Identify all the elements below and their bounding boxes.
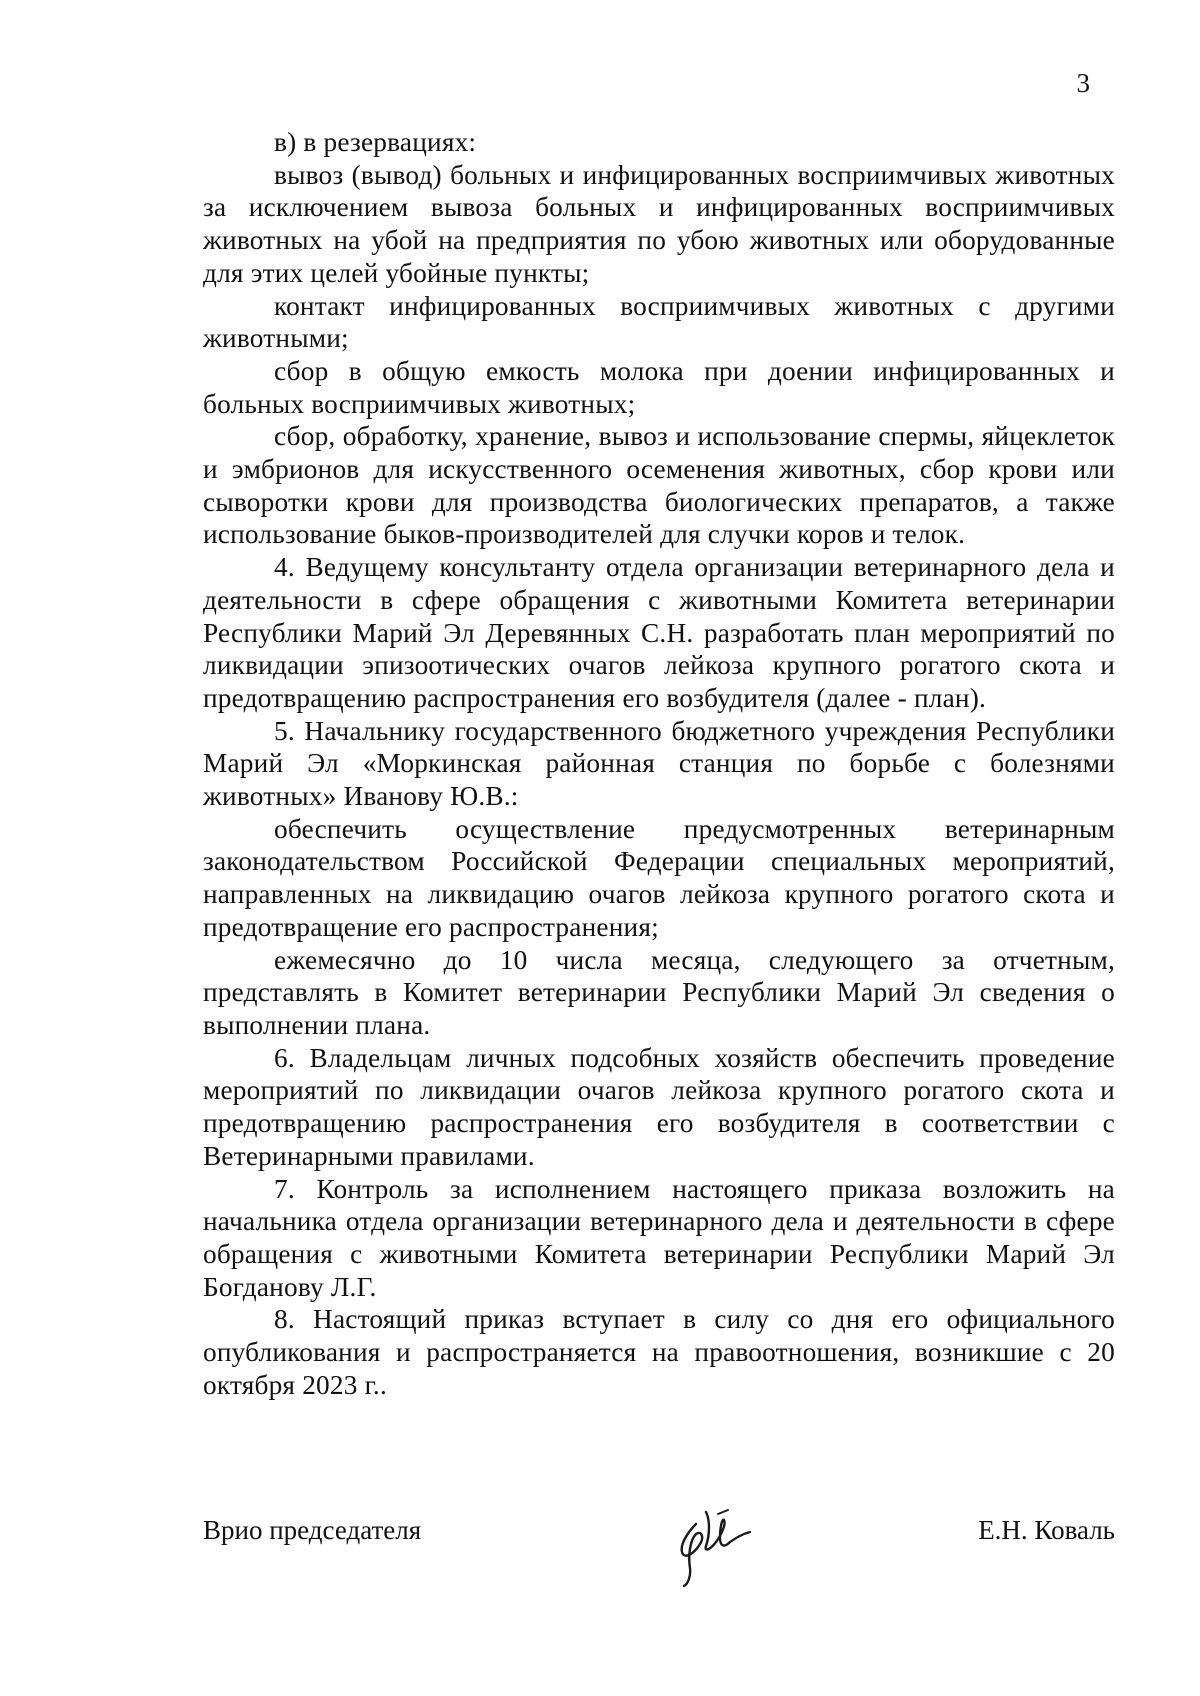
paragraph-removal-of-animals: вывоз (вывод) больных и инфицированных восприимчивых животных за исключением вывоза больных и инфицированных восприимчивых животных на убой на предприятия по убою животных или оборудованные для этих целей убойные пункты;: [203, 159, 1115, 288]
paragraph-semen-collection: сбор, обработку, хранение, вывоз и использование спермы, яйцеклеток и эмбрионов для искусственного осеменения животных, сбор крови или сыворотки крови для производства биологических препаратов, а также использование быков-производителей для случки коров и телок.: [203, 421, 1115, 550]
paragraph-reservations-heading: в) в резервациях:: [274, 127, 477, 157]
paragraph-milk-collection: сбор в общую емкость молока при доении инфицированных и больных восприимчивых животных;: [203, 355, 1115, 419]
page-number: 3: [1076, 68, 1090, 98]
paragraph-item-7: 7. Контроль за исполнением настоящего приказа возложить на начальника отдела организации ветеринарного дела и деятельности в сфере обращения с животными Комитета ветеринарии Республики Марий Эл Богданову Л.Г.: [203, 1173, 1115, 1302]
paragraph-item-5-measures: обеспечить осуществление предусмотренных ветеринарным законодательством Российской Федерации специальных мероприятий, направленных на ликвидацию очагов лейкоза крупного рогатого скота и предотвращение его распространения;: [203, 813, 1115, 942]
paragraph-item-8: 8. Настоящий приказ вступает в силу со дня его официального опубликования и распространяется на правоотношения, возникшие с 20 октября 2023 г..: [203, 1304, 1115, 1400]
paragraph-item-6: 6. Владельцам личных подсобных хозяйств обеспечить проведение мероприятий по ликвидации очагов лейкоза крупного рогатого скота и предотвращению распространения его возбудителя в соответствии с Ветеринарными правилами.: [203, 1042, 1115, 1171]
paragraph-item-4: 4. Ведущему консультанту отдела организации ветеринарного дела и деятельности в сфере обращения с животными Комитета ветеринарии Республики Марий Эл Деревянных С.Н. разработать план мероприятий по ликвидации эпизоотических очагов лейкоза крупного рогатого скота и предотвращению распространения его возбудителя (далее - план).: [203, 552, 1115, 713]
signature-block: [203, 1508, 1115, 1568]
paragraph-contact-of-animals: контакт инфицированных восприимчивых животных с другими животными;: [203, 290, 1115, 354]
paragraph-item-5-reporting: ежемесячно до 10 числа месяца, следующего за отчетным, представлять в Комитет ветеринарии Республики Марий Эл сведения о выполнении плана.: [203, 944, 1115, 1040]
document-body: [203, 126, 1115, 1401]
signatory-title: Врио председателя: [203, 1515, 422, 1545]
handwritten-signature: [666, 1494, 776, 1590]
paragraph-item-5: 5. Начальнику государственного бюджетного учреждения Республики Марий Эл «Моркинская районная станция по борьбе с болезнями животных» Иванову Ю.В.:: [203, 715, 1115, 812]
signatory-name: Е.Н. Коваль: [978, 1515, 1115, 1545]
